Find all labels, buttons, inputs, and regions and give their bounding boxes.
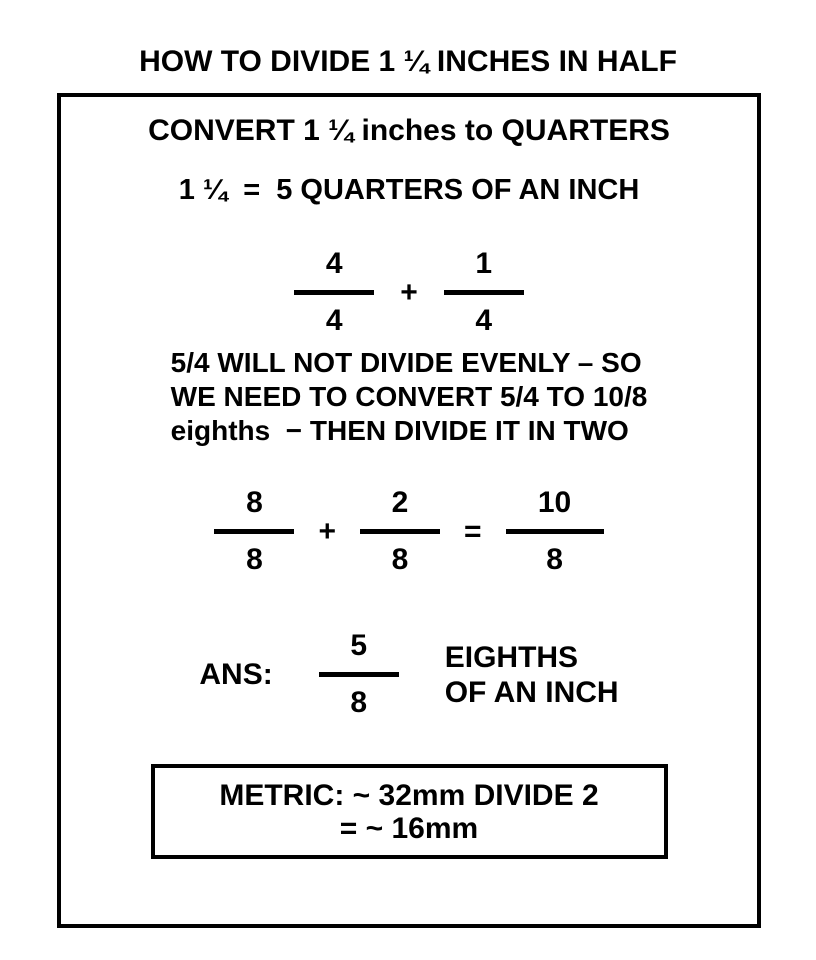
fraction-eight-eighths [214,486,294,577]
fraction-denominator: 8 [546,543,563,576]
fraction-one-fourth [444,247,524,338]
equivalence-statement: 1 ¼ = 5 QUARTERS OF AN INCH [178,174,640,206]
explanation-line: WE NEED TO CONVERT 5/4 TO 10/8 [170,381,648,412]
fraction-bar [319,672,399,677]
fraction-two-eighths [360,486,440,577]
fraction-numerator: 10 [537,486,572,519]
answer-row [61,629,757,720]
metric-box [151,764,668,859]
fraction-denominator: 4 [475,304,493,337]
fraction-four-fourths [294,247,374,338]
fraction-bar [214,529,294,534]
fraction-bar [444,290,524,295]
main-panel [57,93,761,928]
page-title: HOW TO DIVIDE 1 ¼ INCHES IN HALF [139,45,677,78]
fraction-numerator: 2 [391,486,409,519]
fraction-numerator: 8 [246,486,263,519]
fraction-numerator: 1 [475,247,493,280]
fraction-bar [360,529,440,534]
explanation-line: 5/4 WILL NOT DIVIDE EVENLY – SO [170,347,642,378]
fraction-bar [294,290,374,295]
fraction-numerator: 4 [325,247,343,280]
answer-label: ANS: [199,657,273,691]
explanation-line: eighths − THEN DIVIDE IT IN TWO [170,415,629,446]
fraction-bar [506,529,604,534]
fraction-numerator: 5 [350,629,368,662]
convert-heading: CONVERT 1 ¼ inches to QUARTERS [148,114,670,147]
fraction-denominator: 4 [325,304,343,337]
metric-line: METRIC: ~ 32mm DIVIDE 2 [219,779,599,812]
plus-operator: + [400,275,418,309]
quarters-equation [61,247,757,338]
plus-operator: + [318,514,336,548]
answer-unit [445,640,619,710]
fraction-denominator: 8 [350,686,368,719]
fraction-five-eighths [319,629,399,720]
answer-unit-line: EIGHTHS [444,640,579,674]
eighths-equation [61,486,757,577]
equals-operator: = [464,514,482,548]
fraction-denominator: 8 [391,543,409,576]
metric-line: = ~ 16mm [339,812,479,845]
explanation-text [171,346,648,448]
answer-unit-line: OF AN INCH [444,675,619,709]
fraction-denominator: 8 [246,543,263,576]
fraction-ten-eighths [506,486,604,577]
